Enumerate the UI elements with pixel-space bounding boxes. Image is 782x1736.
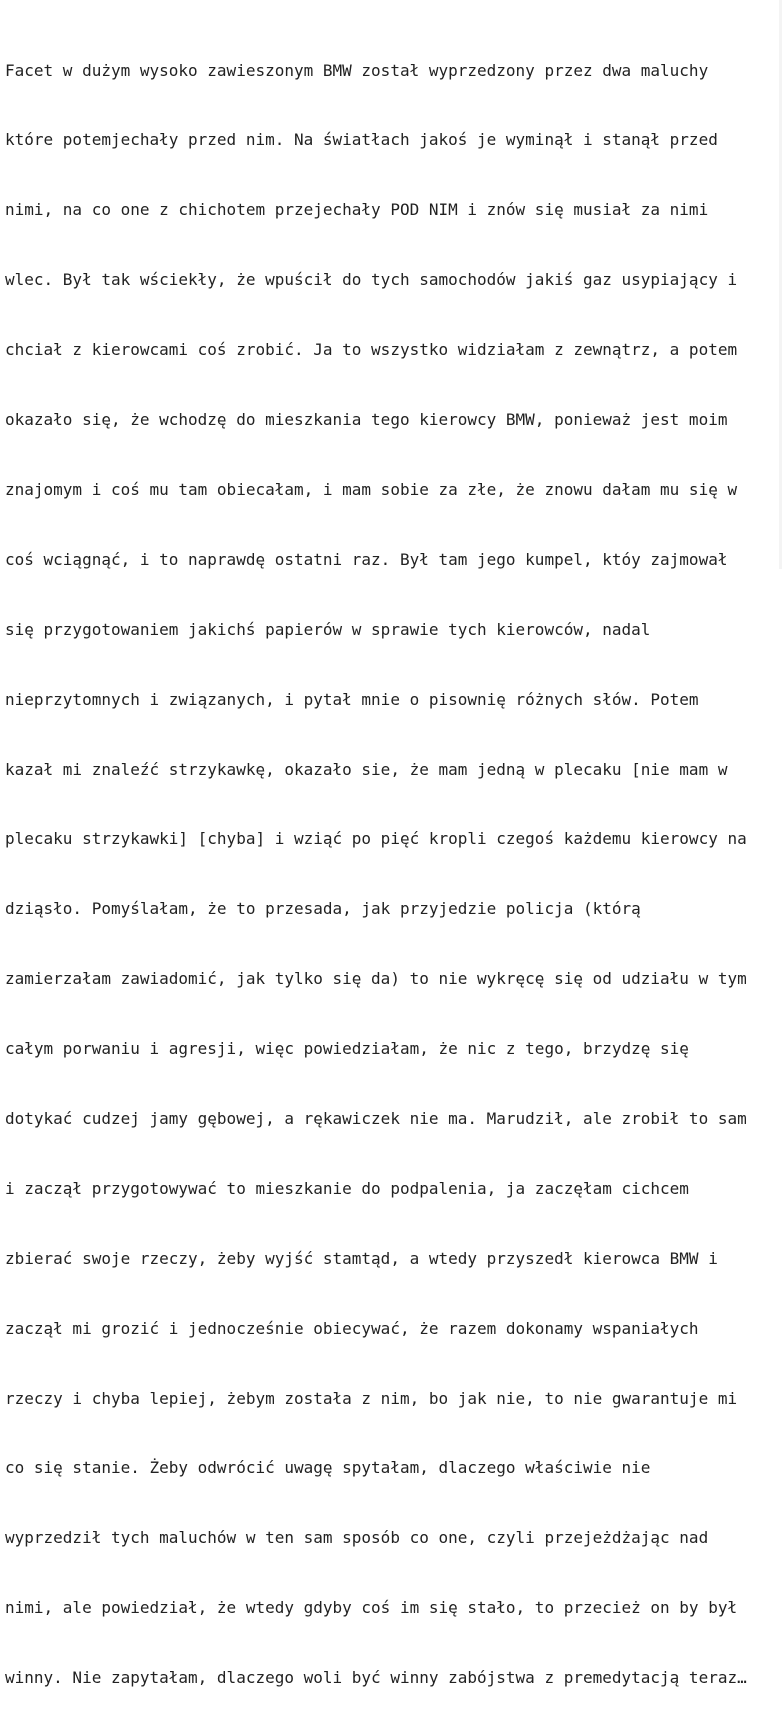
text-line: zbierać swoje rzeczy, żeby wyjść stamtąd, a wtedy przyszedł kierowca BMW i	[5, 1248, 718, 1268]
text-line: zamierzałam zawiadomić, jak tylko się da) to nie wykręcę się od udziału w tym	[5, 969, 747, 989]
text-line: winny. Nie zapytałam, dlaczego woli być winny zabójstwa z premedytacją teraz…	[5, 1668, 747, 1688]
document-text-area[interactable]	[5, 0, 780, 1688]
text-line: wyprzedził tych maluchów w ten sam sposób co one, czyli przejeżdżając nad	[5, 1528, 709, 1548]
text-line: całym porwaniu i agresji, więc powiedziałam, że nic z tego, brzydzę się	[5, 1039, 689, 1059]
text-line: nimi, ale powiedział, że wtedy gdyby coś im się stało, to przecież on by był	[5, 1598, 738, 1618]
text-line: i zaczął przygotowywać to mieszkanie do podpalenia, ja zaczęłam cichcem	[5, 1178, 689, 1198]
text-line: dziąsło. Pomyślałam, że to przesada, jak przyjedzie policja (którą	[5, 899, 641, 919]
text-line: nieprzytomnych i związanych, i pytał mnie o pisownię różnych słów. Potem	[5, 689, 699, 709]
text-line: chciał z kierowcami coś zrobić. Ja to wszystko widziałam z zewnątrz, a potem	[5, 340, 738, 360]
text-line: które potemjechały przed nim. Na światłach jakoś je wyminął i stanął przed	[5, 130, 718, 150]
text-line: co się stanie. Żeby odwrócić uwagę spytałam, dlaczego właściwie nie	[5, 1458, 651, 1478]
text-line: plecaku strzykawki] [chyba] i wziąć po pięć kropli czegoś każdemu kierowcy na	[5, 829, 747, 849]
text-line: wlec. Był tak wściekły, że wpuścił do tych samochodów jakiś gaz usypiający i	[5, 270, 738, 290]
text-line: dotykać cudzej jamy gębowej, a rękawiczek nie ma. Marudził, ale zrobił to sam	[5, 1108, 747, 1128]
text-line: Facet w dużym wysoko zawieszonym BMW został wyprzedzony przez dwa maluchy	[5, 60, 709, 80]
text-line: okazało się, że wchodzę do mieszkania tego kierowcy BMW, ponieważ jest moim	[5, 410, 728, 430]
text-line: coś wciągnąć, i to naprawdę ostatni raz. Był tam jego kumpel, któy zajmował	[5, 549, 728, 569]
dream-narrative-text	[5, 0, 780, 1736]
text-line: znajomym i coś mu tam obiecałam, i mam sobie za złe, że znowu dałam mu się w	[5, 479, 738, 499]
text-line: zaczął mi grozić i jednocześnie obiecywać, że razem dokonamy wspaniałych	[5, 1318, 699, 1338]
text-line: nimi, na co one z chichotem przejechały POD NIM i znów się musiał za nimi	[5, 200, 709, 220]
text-line: kazał mi znaleźć strzykawkę, okazało sie, że mam jedną w plecaku [nie mam w	[5, 759, 728, 779]
text-line: rzeczy i chyba lepiej, żebym została z nim, bo jak nie, to nie gwarantuje mi	[5, 1388, 738, 1408]
text-line: się przygotowaniem jakichś papierów w sprawie tych kierowców, nadal	[5, 619, 651, 639]
